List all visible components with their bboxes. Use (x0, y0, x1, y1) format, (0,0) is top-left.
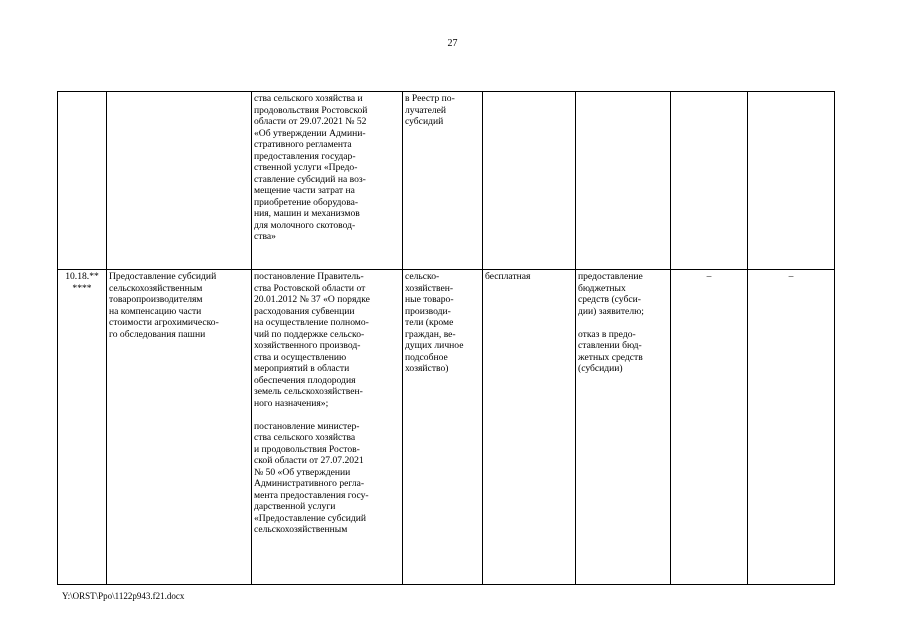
page-number: 27 (447, 38, 458, 49)
cell-col7 (671, 92, 748, 270)
cell-legal-act: ства сельского хозяйства и продовольствия Ростовской области от 29.07.2021 № 52 «Об утверждении Админи- стративного регламента предоставления государ- ственной услуги «Предо- ставление субсидий на воз- мещение части затрат на приобретение оборудова- ния, машин и механизмов для молочного скотовод- ства» (252, 92, 403, 270)
cell-col7: – (671, 270, 748, 585)
cell-service-name (107, 92, 252, 270)
cell-number: 10.18.** **** (58, 270, 107, 585)
cell-recipients: в Реестр по- лучателей субсидий (403, 92, 483, 270)
cell-col8: – (748, 270, 835, 585)
cell-cost (483, 92, 576, 270)
footer-file-path: Y:\ORST\Ppo\1122p943.f21.docx (62, 591, 185, 601)
cell-result (576, 92, 671, 270)
cell-service-name: Предоставление субсидий сельскохозяйственным товаропроизводителям на компенсацию части стоимости агрохимическо- го обследования пашни (107, 270, 252, 585)
services-table (57, 91, 835, 585)
table-row (58, 92, 835, 270)
cell-recipients: сельско- хозяйствен- ные товаро- производи- тели (кроме граждан, ве- дущих личное подсобное хозяйство) (403, 270, 483, 585)
cell-col8 (748, 92, 835, 270)
cell-cost: бесплатная (483, 270, 576, 585)
table-row (58, 270, 835, 585)
cell-legal-act: постановление Правитель- ства Ростовской области от 20.01.2012 № 37 «О порядке расходования субвенции на осуществление полномо- чий по поддержке сельско- хозяйственного производ- ства и осуществлению мероприятий в области обеспечения плодородия земель сельскохозяйствен- ного назначения»; постановление министер- ства сельского хозяйства и продовольствия Ростов- ской области от 27.07.2021 № 50 «Об утверждении Административного регла- мента предоставления госу- дарственной услуги «Предоставление субсидий сельскохозяйственным (252, 270, 403, 585)
cell-number (58, 92, 107, 270)
cell-result: предоставление бюджетных средств (субси- дии) заявителю; отказ в предо- ставлении бюд- жетных средств (субсидии) (576, 270, 671, 585)
